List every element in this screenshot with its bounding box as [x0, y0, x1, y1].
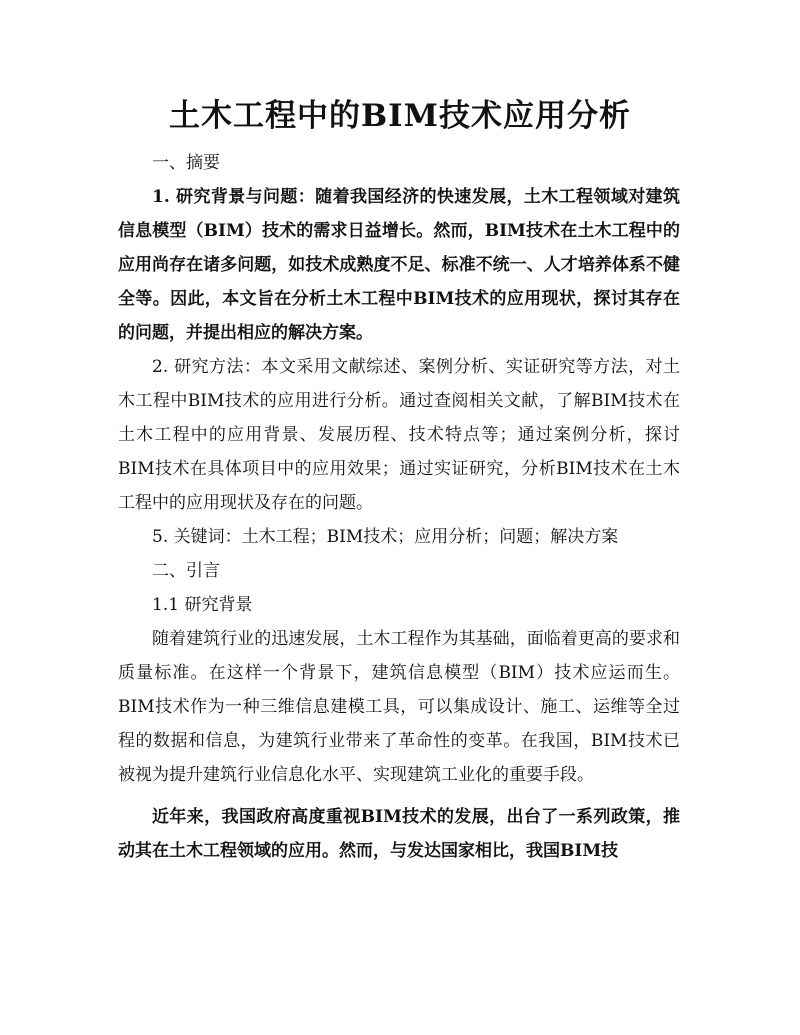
document-title: 土木工程中的BIM技术应用分析 — [168, 98, 632, 134]
research-background-paragraph-1: 随着建筑行业的迅速发展，土木工程作为其基础，面临着更高的要求和质量标准。在这样一个背景下，建筑信息模型（BIM）技术应运而生。BIM技术作为一种三维信息建模工具，可以集成设计、施工、运维等全过程的数据和信息，为建筑行业带来了革命性的变革。在我国，BIM技术已被视为提升建筑行业信息化水平、实现建筑工业化的重要手段。 — [118, 629, 680, 785]
abstract-heading: 一、摘要 — [152, 153, 220, 173]
introduction-heading: 二、引言 — [152, 561, 220, 581]
research-background-problem: 1. 研究背景与问题：随着我国经济的快速发展，土木工程领域对建筑信息模型（BIM）技术的需求日益增长。然而，BIM技术在土木工程中的应用尚存在诸多问题，如技术成熟度不足、标准不统一、人才培养体系不健全等。因此，本文旨在分析土木工程中BIM技术的应用现状，探讨其存在的问题，并提出相应的解决方案。 — [118, 187, 680, 343]
document-body — [118, 146, 680, 868]
research-methods: 2. 研究方法：本文采用文献综述、案例分析、实证研究等方法，对土木工程中BIM技术的应用进行分析。通过查阅相关文献，了解BIM技术在土木工程中的应用背景、发展历程、技术特点等；通过案例分析，探讨BIM技术在具体项目中的应用效果；通过实证研究，分析BIM技术在土木工程中的应用现状及存在的问题。 — [118, 357, 680, 513]
research-background-subheading: 1.1 研究背景 — [152, 595, 253, 615]
keywords: 5. 关键词：土木工程；BIM技术；应用分析；问题；解决方案 — [152, 527, 619, 547]
research-background-paragraph-2: 近年来，我国政府高度重视BIM技术的发展，出台了一系列政策，推动其在土木工程领域的应用。然而，与发达国家相比，我国BIM技 — [118, 807, 680, 861]
